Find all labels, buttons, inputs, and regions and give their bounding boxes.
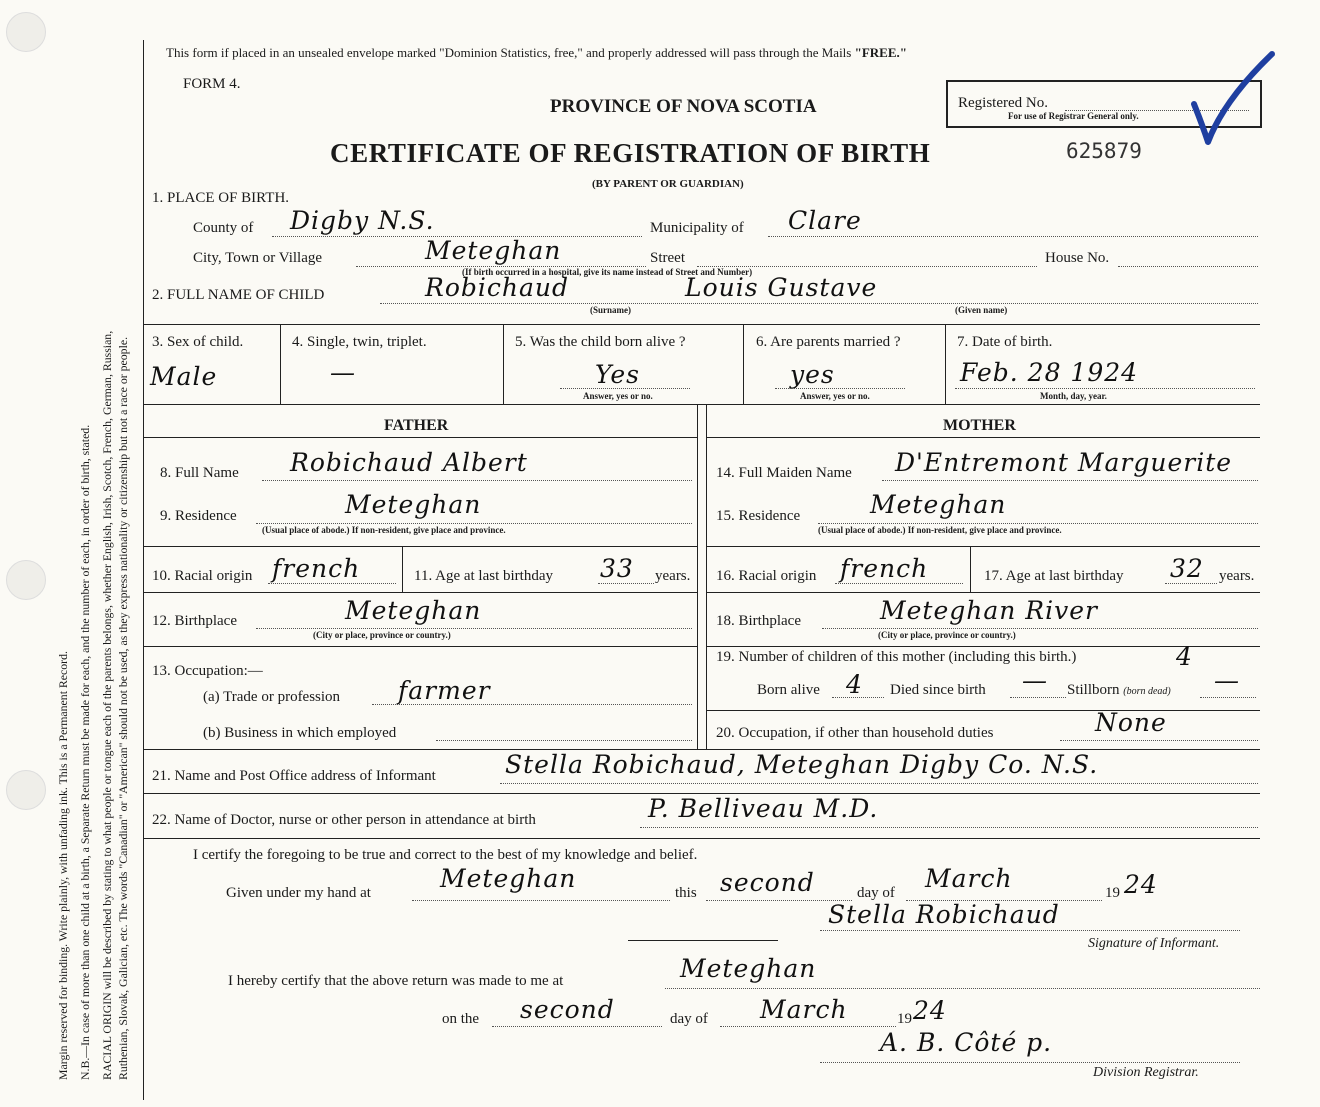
- father-birthplace-line: [256, 628, 692, 629]
- mother-racial-line: [835, 583, 963, 584]
- mother-residence-value: Meteghan: [870, 490, 1007, 519]
- father-trade-label: (a) Trade or profession: [203, 689, 341, 705]
- child-given-value: Louis Gustave: [685, 273, 878, 302]
- mother-racial-value: french: [840, 554, 929, 583]
- mother-children-label: 19. Number of children of this mother (including this birth.): [716, 649, 1077, 665]
- doctor-bottom-rule: [143, 838, 1260, 839]
- given-note: (Given name): [955, 305, 1008, 315]
- this-label: this: [675, 885, 697, 901]
- mother-occupation-label: 20. Occupation, if other than household duties: [716, 725, 994, 741]
- registered-note: For use of Registrar General only.: [1008, 111, 1139, 121]
- sidebar-line-4: Ruthenian, Slovak, Galician, etc. The words "Canadian" or "American" should not be used, as they express nationality or citizenship but not a race or people.: [116, 336, 130, 1080]
- father-residence-label: 9. Residence: [160, 508, 237, 524]
- mother-children-value: 4: [1176, 642, 1193, 671]
- mother-age-label: 17. Age at last birthday: [984, 568, 1124, 584]
- stillborn-line: [1200, 697, 1256, 698]
- stillborn-note: (born dead): [1123, 686, 1171, 697]
- mother-age-line: [1165, 583, 1217, 584]
- year-prefix: 19: [1105, 885, 1120, 901]
- row3-divider-3: [743, 324, 744, 404]
- certificate-subtitle: (BY PARENT OR GUARDIAN): [592, 178, 744, 190]
- reg-month-line: [720, 1026, 896, 1027]
- city-label: City, Town or Village: [193, 250, 323, 266]
- alive-value: Yes: [595, 360, 640, 389]
- father-age-line: [598, 583, 654, 584]
- check-mark-icon: [1180, 42, 1280, 152]
- father-rule-1: [143, 546, 697, 547]
- father-name-label: 8. Full Name: [160, 465, 239, 481]
- mother-occupation-line: [1060, 740, 1258, 741]
- doctor-line: [640, 827, 1258, 828]
- parents-center-rule-right: [706, 404, 707, 749]
- given-label: Given under my hand at: [226, 885, 371, 901]
- father-birthplace-label: 12. Birthplace: [152, 613, 237, 629]
- multiple-value: —: [330, 358, 356, 387]
- informant-signature: Stella Robichaud: [828, 900, 1060, 929]
- street-label: Street: [650, 250, 685, 266]
- doctor-label: 22. Name of Doctor, nurse or other person in attendance at birth: [152, 812, 536, 828]
- father-name-value: Robichaud Albert: [290, 448, 528, 477]
- father-age-label: 11. Age at last birthday: [414, 568, 553, 584]
- father-residence-line: [256, 523, 692, 524]
- father-birthplace-note: (City or place, province or country.): [313, 630, 451, 640]
- mother-residence-line: [818, 523, 1258, 524]
- mother-rule-2: [706, 592, 1260, 593]
- mother-birthplace-value: Meteghan River: [880, 596, 1098, 625]
- row3-divider-2: [503, 324, 504, 404]
- father-racial-value: french: [272, 554, 361, 583]
- reg-day-value: second: [520, 995, 615, 1024]
- married-label: 6. Are parents married ?: [756, 334, 901, 350]
- mother-occupation-value: None: [1095, 708, 1167, 737]
- parents-heading-rule-right: [706, 437, 1260, 438]
- county-label: County of: [193, 220, 254, 236]
- reg-year-prefix: 19: [897, 1011, 912, 1027]
- reg-day-line: [492, 1026, 662, 1027]
- doctor-value: P. Belliveau M.D.: [648, 794, 879, 823]
- father-age-value: 33: [600, 554, 634, 583]
- binding-hole-bottom: [6, 770, 46, 810]
- father-heading: FATHER: [384, 417, 449, 434]
- county-value: Digby N.S.: [290, 206, 435, 235]
- father-residence-value: Meteghan: [345, 490, 482, 519]
- registered-label: Registered No.: [958, 95, 1048, 111]
- mother-racial-label: 16. Racial origin: [716, 568, 817, 584]
- mother-birthplace-line: [822, 628, 1258, 629]
- mother-name-value: D'Entremont Marguerite: [895, 448, 1233, 477]
- form-number: FORM 4.: [183, 76, 241, 92]
- father-rule-2: [143, 592, 697, 593]
- mother-birthplace-label: 18. Birthplace: [716, 613, 801, 629]
- reg-month-value: March: [760, 995, 848, 1024]
- child-name-line: [380, 303, 1258, 304]
- certify-divider: [628, 940, 778, 941]
- sidebar-line-1: Margin reserved for binding. Write plainly, with unfading ink. This is a Permanent Record.: [56, 651, 70, 1080]
- mother-residence-label: 15. Residence: [716, 508, 801, 524]
- mother-racial-divider: [970, 546, 971, 592]
- house-line: [1118, 266, 1258, 267]
- house-label: House No.: [1045, 250, 1110, 266]
- certify-statement: I certify the foregoing to be true and correct to the best of my knowledge and belief.: [193, 847, 698, 863]
- registered-number: 625879: [1066, 139, 1142, 163]
- dob-value: Feb. 28 1924: [960, 358, 1139, 387]
- row3-top-rule: [143, 324, 1260, 325]
- sidebar-line-2: N.B.—In case of more than one child at a birth, a Separate Return must be made for each, and the number of each, in order of birth, stated.: [78, 424, 92, 1080]
- registrar-signature: A. B. Côté p.: [880, 1028, 1053, 1057]
- mother-rule-1: [706, 546, 1260, 547]
- alive-label: 5. Was the child born alive ?: [515, 334, 686, 350]
- sex-value: Male: [150, 362, 218, 391]
- mother-birthplace-note: (City or place, province or country.): [878, 630, 1016, 640]
- parents-heading-rule-left: [143, 437, 697, 438]
- multiple-label: 4. Single, twin, triplet.: [292, 334, 427, 350]
- parents-center-rule-left: [697, 404, 698, 749]
- row3-bottom-rule: [143, 404, 1260, 405]
- registrar-statement: I hereby certify that the above return was made to me at: [228, 973, 564, 989]
- reg-year-value: 24: [913, 996, 947, 1025]
- sex-label: 3. Sex of child.: [152, 334, 244, 350]
- reg-day-label: day of: [670, 1011, 708, 1027]
- mail-notice: [166, 46, 907, 59]
- registrar-place-value: Meteghan: [680, 954, 817, 983]
- on-label: on the: [442, 1011, 480, 1027]
- died-label: Died since birth: [890, 682, 986, 698]
- binding-hole-top: [6, 12, 46, 52]
- child-surname-value: Robichaud: [425, 273, 569, 302]
- municipality-label: Municipality of: [650, 220, 744, 236]
- mother-rule-4: [706, 710, 1260, 711]
- registrar-place-line: [665, 988, 1260, 989]
- mother-name-line: [882, 480, 1258, 481]
- row3-divider-4: [945, 324, 946, 404]
- child-name-label: 2. FULL NAME OF CHILD: [152, 287, 325, 303]
- sidebar-line-3: RACIAL ORIGIN will be described by stating to what people or tongue each of the parents belongs, whether English, Irish, Scotch, French, German, Russian,: [100, 330, 114, 1080]
- certificate-title: CERTIFICATE OF REGISTRATION OF BIRTH: [330, 138, 931, 168]
- married-value: yes: [790, 360, 835, 389]
- registrar-signature-line: [820, 1062, 1240, 1063]
- municipality-line: [768, 236, 1258, 237]
- informant-label: 21. Name and Post Office address of Informant: [152, 768, 436, 784]
- father-residence-note: (Usual place of abode.) If non-resident, give place and province.: [262, 525, 506, 535]
- signature-line: [820, 930, 1240, 931]
- father-name-line: [262, 480, 692, 481]
- father-business-line: [436, 740, 692, 741]
- stillborn-label: [1067, 683, 1171, 698]
- dob-line: [955, 388, 1255, 389]
- father-years-label: years.: [655, 568, 691, 584]
- father-rule-3: [143, 646, 697, 647]
- given-place-value: Meteghan: [440, 864, 577, 893]
- mail-notice-text: This form if placed in an unsealed envelope marked "Dominion Statistics, free," and properly addressed will pass through the Mails: [166, 45, 855, 60]
- mail-notice-free: "FREE.": [854, 45, 907, 60]
- surname-note: (Surname): [590, 305, 631, 315]
- father-business-label: (b) Business in which employed: [203, 725, 397, 741]
- given-line: [412, 900, 670, 901]
- died-value: —: [1022, 666, 1048, 695]
- father-birthplace-value: Meteghan: [345, 596, 482, 625]
- year-value: 24: [1124, 870, 1158, 899]
- mother-name-label: 14. Full Maiden Name: [716, 465, 852, 481]
- province-title: PROVINCE OF NOVA SCOTIA: [550, 96, 817, 117]
- municipality-value: Clare: [788, 206, 862, 235]
- month-value: March: [925, 864, 1013, 893]
- born-alive-label: Born alive: [757, 682, 820, 698]
- dob-label: 7. Date of birth.: [957, 334, 1053, 350]
- informant-line: [500, 783, 1258, 784]
- died-line: [1010, 697, 1066, 698]
- father-occupation-label: 13. Occupation:—: [152, 663, 263, 679]
- informant-value: Stella Robichaud, Meteghan Digby Co. N.S.: [505, 750, 1099, 779]
- mother-years-label: years.: [1219, 568, 1255, 584]
- mother-age-value: 32: [1170, 554, 1204, 583]
- city-value: Meteghan: [425, 236, 562, 265]
- margin-rule: [143, 40, 144, 1100]
- day-value: second: [720, 868, 815, 897]
- mother-heading: MOTHER: [943, 417, 1016, 434]
- row3-divider-1: [280, 324, 281, 404]
- married-line: [775, 388, 905, 389]
- father-racial-line: [268, 583, 396, 584]
- stillborn-value: —: [1214, 666, 1240, 695]
- born-alive-value: 4: [846, 670, 863, 699]
- binding-hole-middle: [6, 560, 46, 600]
- mother-residence-note: (Usual place of abode.) If non-resident, give place and province.: [818, 525, 1062, 535]
- place-heading: 1. PLACE OF BIRTH.: [152, 190, 290, 206]
- father-racial-label: 10. Racial origin: [152, 568, 253, 584]
- alive-line: [560, 388, 690, 389]
- stillborn-text: Stillborn: [1067, 682, 1120, 698]
- married-note: Answer, yes or no.: [800, 391, 870, 401]
- hospital-note: (If birth occurred in a hospital, give its name instead of Street and Number): [462, 267, 753, 277]
- alive-note: Answer, yes or no.: [583, 391, 653, 401]
- father-trade-value: farmer: [398, 676, 491, 705]
- registrar-label: Division Registrar.: [1093, 1065, 1199, 1080]
- dob-note: Month, day, year.: [1040, 391, 1107, 401]
- signature-label: Signature of Informant.: [1088, 936, 1220, 951]
- day-label: day of: [857, 885, 895, 901]
- father-racial-divider: [402, 546, 403, 592]
